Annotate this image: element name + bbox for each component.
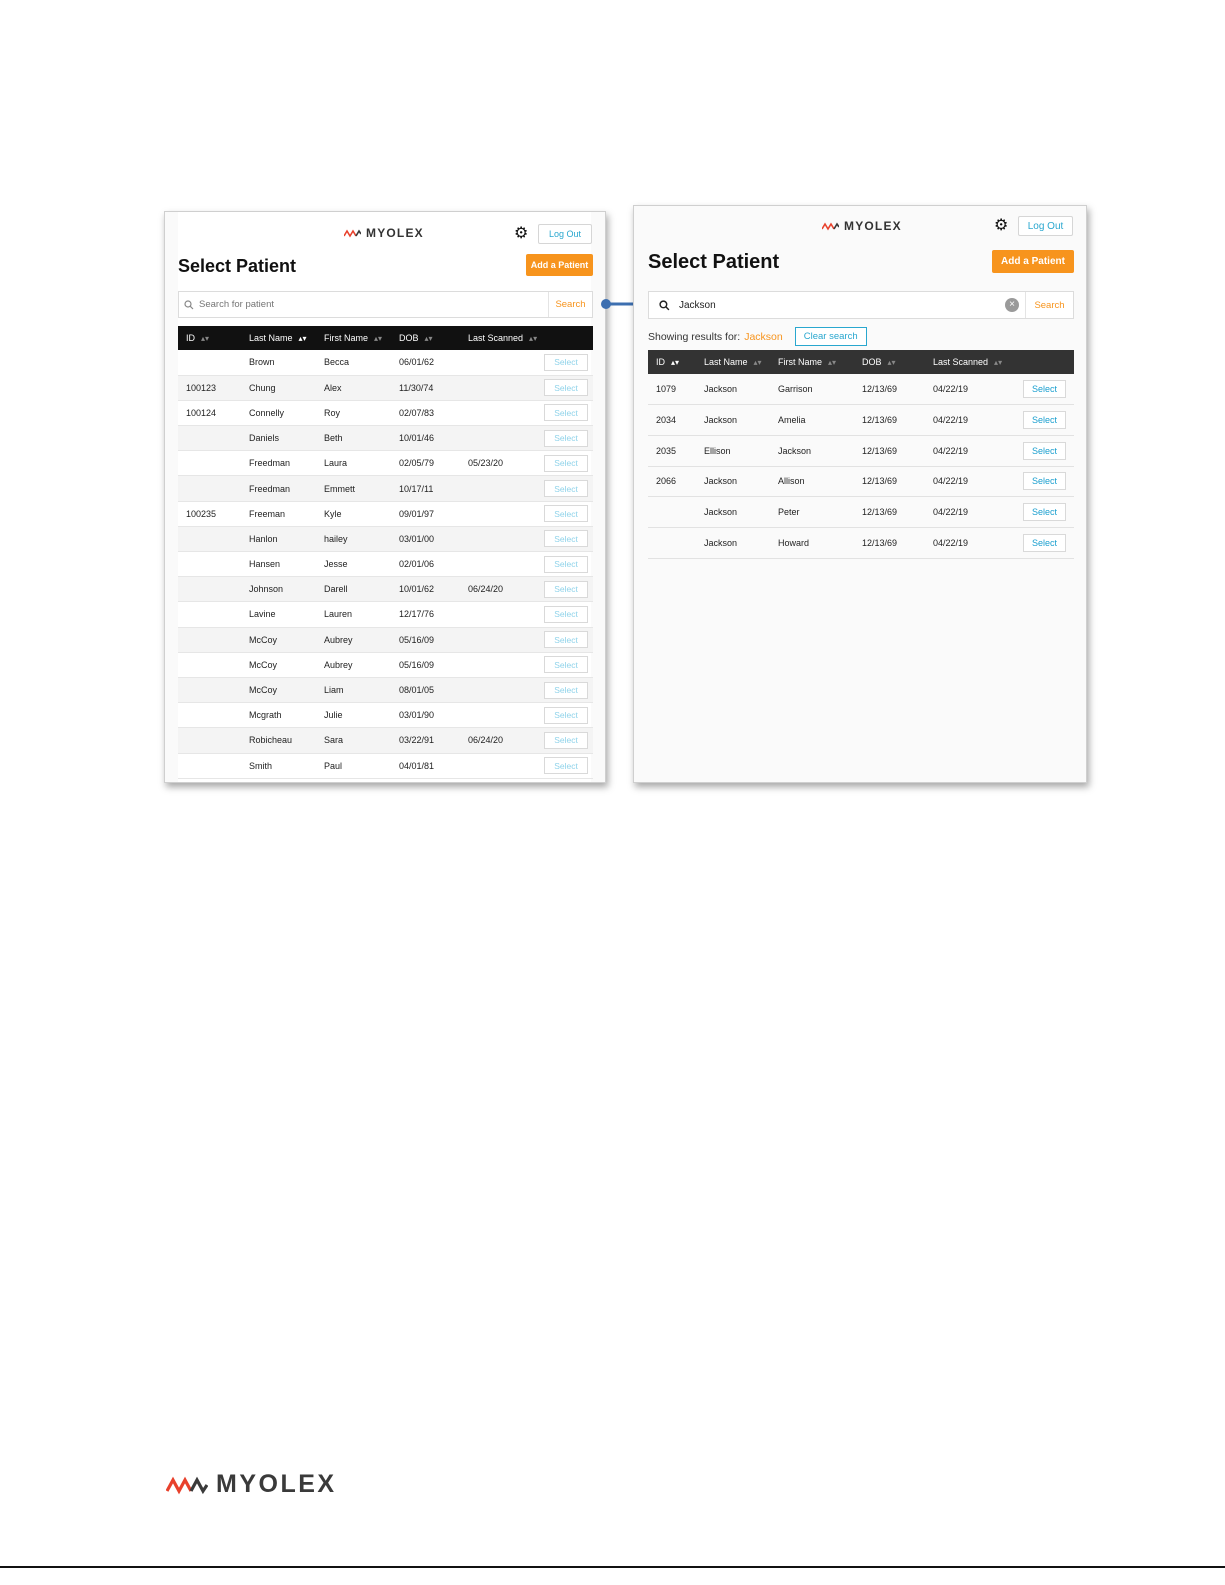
patient-id-cell: [178, 426, 241, 451]
action-cell: [536, 375, 593, 400]
first-name-cell: Sara: [316, 728, 391, 753]
last-name-cell: McCoy: [241, 677, 316, 702]
column-header[interactable]: [460, 326, 536, 350]
dob-cell: 12/13/69: [854, 497, 925, 528]
column-header[interactable]: [316, 326, 391, 350]
select-button[interactable]: Select: [544, 732, 588, 749]
column-header-label: First Name: [778, 357, 823, 367]
last-name-cell: Jackson: [696, 466, 770, 497]
action-cell: [536, 451, 593, 476]
last-scanned-cell: [460, 350, 536, 375]
sort-icon[interactable]: ▴▾: [298, 334, 307, 343]
table-row: [648, 527, 1074, 558]
top-bar: [648, 206, 1072, 248]
top-bar: [178, 212, 591, 254]
patient-table: [178, 326, 593, 779]
search-icon: [179, 300, 199, 310]
action-cell: [536, 677, 593, 702]
table-row: [178, 552, 593, 577]
clear-input-icon[interactable]: ×: [1005, 298, 1019, 312]
last-name-cell: Freedman: [241, 451, 316, 476]
select-button[interactable]: Select: [1023, 503, 1066, 521]
select-button[interactable]: Select: [544, 757, 588, 774]
dob-cell: 12/13/69: [854, 405, 925, 436]
column-header-label: Last Scanned: [933, 357, 989, 367]
column-header-label: First Name: [324, 333, 369, 343]
dob-cell: 05/16/09: [391, 627, 460, 652]
table-row: [648, 435, 1074, 466]
table-header: [178, 326, 593, 350]
search-icon: [649, 300, 679, 311]
last-name-cell: Jackson: [696, 527, 770, 558]
patient-id-cell: [178, 577, 241, 602]
select-button[interactable]: Select: [1023, 534, 1066, 552]
gear-icon[interactable]: ⚙: [994, 217, 1009, 234]
column-header-label: DOB: [862, 357, 882, 367]
patient-id-cell: [648, 497, 696, 528]
patient-id-cell: [178, 652, 241, 677]
table-row: [178, 703, 593, 728]
table-row: [648, 497, 1074, 528]
dob-cell: 10/17/11: [391, 476, 460, 501]
table-row: [178, 602, 593, 627]
last-name-cell: Jackson: [696, 374, 770, 405]
select-button[interactable]: Select: [544, 707, 588, 724]
last-scanned-cell: [460, 602, 536, 627]
last-scanned-cell: 04/22/19: [925, 466, 1007, 497]
last-scanned-cell: [460, 426, 536, 451]
search-button[interactable]: Search: [548, 292, 592, 317]
dob-cell: 02/05/79: [391, 451, 460, 476]
table-row: [648, 405, 1074, 436]
patient-id-cell: 100124: [178, 400, 241, 425]
app-panel: [178, 212, 591, 782]
patient-id-cell: [178, 476, 241, 501]
last-scanned-cell: [460, 652, 536, 677]
dob-cell: 09/01/97: [391, 501, 460, 526]
table-row: [178, 375, 593, 400]
footer-logo: [166, 1470, 337, 1499]
wave-logo-icon: [822, 222, 839, 231]
dob-cell: 06/01/62: [391, 350, 460, 375]
search-bar: [178, 291, 593, 318]
action-cell: [536, 526, 593, 551]
clear-search-button[interactable]: Clear search: [795, 327, 867, 346]
table-row: [648, 374, 1074, 405]
logout-button[interactable]: Log Out: [538, 224, 592, 244]
dob-cell: 05/16/09: [391, 652, 460, 677]
patient-id-cell: 100123: [178, 375, 241, 400]
patient-id-cell: [178, 728, 241, 753]
last-scanned-cell: [460, 526, 536, 551]
patient-id-cell: 2035: [648, 435, 696, 466]
last-scanned-cell: [460, 501, 536, 526]
last-name-cell: Ellison: [696, 435, 770, 466]
patient-id-cell: [178, 627, 241, 652]
last-scanned-cell: 04/22/19: [925, 405, 1007, 436]
select-button[interactable]: Select: [544, 682, 588, 699]
action-cell: [536, 703, 593, 728]
dob-cell: 10/01/46: [391, 426, 460, 451]
table-row: [178, 627, 593, 652]
dob-cell: 02/01/06: [391, 552, 460, 577]
dob-cell: 11/30/74: [391, 375, 460, 400]
column-header-label: DOB: [399, 333, 419, 343]
first-name-cell: Howard: [770, 527, 854, 558]
action-cell: [1007, 527, 1074, 558]
results-summary: [648, 327, 867, 346]
footer-divider: [0, 1566, 1225, 1568]
sort-icon[interactable]: ▴▾: [753, 358, 762, 367]
select-button[interactable]: Select: [544, 379, 588, 396]
add-patient-button[interactable]: Add a Patient: [526, 254, 593, 276]
action-column-header: [536, 326, 593, 350]
dob-cell: 08/01/05: [391, 677, 460, 702]
screen-initial-patient-list: [164, 211, 606, 783]
last-name-cell: Brown: [241, 350, 316, 375]
column-header-label: Last Scanned: [468, 333, 524, 343]
dob-cell: 02/07/83: [391, 400, 460, 425]
dob-cell: 03/22/91: [391, 728, 460, 753]
gear-icon[interactable]: ⚙: [514, 225, 529, 242]
select-button[interactable]: Select: [544, 606, 588, 623]
table-row: [178, 652, 593, 677]
action-cell: [536, 753, 593, 778]
brand-logo: [344, 226, 424, 240]
search-input[interactable]: [679, 300, 1005, 311]
last-name-cell: Freedman: [241, 476, 316, 501]
table-row: [178, 753, 593, 778]
first-name-cell: Laura: [316, 451, 391, 476]
patient-id-cell: 2066: [648, 466, 696, 497]
action-cell: [1007, 497, 1074, 528]
column-header[interactable]: [770, 350, 854, 374]
page-title: Select Patient: [178, 256, 297, 276]
action-cell: [1007, 466, 1074, 497]
first-name-cell: Amelia: [770, 405, 854, 436]
add-patient-button[interactable]: Add a Patient: [992, 250, 1074, 273]
first-name-cell: Julie: [316, 703, 391, 728]
screen-search-results: [633, 205, 1087, 783]
table-row: [178, 426, 593, 451]
sort-icon[interactable]: ▴▾: [671, 358, 680, 367]
last-name-cell: Johnson: [241, 577, 316, 602]
last-scanned-cell: [460, 552, 536, 577]
results-term: Jackson: [744, 330, 783, 343]
select-button[interactable]: Select: [544, 631, 588, 648]
last-scanned-cell: [460, 703, 536, 728]
column-header-label: ID: [186, 333, 195, 343]
first-name-cell: Beth: [316, 426, 391, 451]
search-bar: [648, 291, 1074, 319]
brand-name: MYOLEX: [844, 219, 902, 233]
select-button[interactable]: Select: [544, 581, 588, 598]
table-row: [648, 466, 1074, 497]
sort-icon[interactable]: ▴▾: [887, 358, 896, 367]
dob-cell: 10/01/62: [391, 577, 460, 602]
patient-table: [648, 350, 1074, 559]
column-header[interactable]: [391, 326, 460, 350]
last-scanned-cell: [460, 476, 536, 501]
select-button[interactable]: Select: [1023, 442, 1066, 460]
last-name-cell: Connelly: [241, 400, 316, 425]
first-name-cell: Darell: [316, 577, 391, 602]
sort-icon[interactable]: ▴▾: [828, 358, 837, 367]
last-name-cell: McCoy: [241, 652, 316, 677]
column-header[interactable]: [696, 350, 770, 374]
patient-id-cell: [648, 527, 696, 558]
first-name-cell: hailey: [316, 526, 391, 551]
dob-cell: 12/13/69: [854, 466, 925, 497]
sort-icon[interactable]: ▴▾: [201, 334, 210, 343]
first-name-cell: Liam: [316, 677, 391, 702]
first-name-cell: Becca: [316, 350, 391, 375]
last-scanned-cell: [460, 627, 536, 652]
sort-icon[interactable]: ▴▾: [994, 358, 1003, 367]
first-name-cell: Emmett: [316, 476, 391, 501]
last-scanned-cell: 06/24/20: [460, 728, 536, 753]
first-name-cell: Jesse: [316, 552, 391, 577]
table-row: [178, 476, 593, 501]
first-name-cell: Roy: [316, 400, 391, 425]
table-row: [178, 526, 593, 551]
results-label: Showing results for:: [648, 330, 741, 343]
patient-id-cell: 100235: [178, 501, 241, 526]
first-name-cell: Peter: [770, 497, 854, 528]
first-name-cell: Jackson: [770, 435, 854, 466]
select-button[interactable]: Select: [544, 530, 588, 547]
select-button[interactable]: Select: [544, 455, 588, 472]
first-name-cell: Aubrey: [316, 627, 391, 652]
last-scanned-cell: 04/22/19: [925, 497, 1007, 528]
search-input[interactable]: [199, 299, 548, 310]
table-header: [648, 350, 1074, 374]
action-cell: [536, 577, 593, 602]
patient-id-cell: 2034: [648, 405, 696, 436]
column-header[interactable]: [241, 326, 316, 350]
column-header[interactable]: [925, 350, 1007, 374]
last-name-cell: Mcgrath: [241, 703, 316, 728]
sort-icon[interactable]: ▴▾: [374, 334, 383, 343]
first-name-cell: Aubrey: [316, 652, 391, 677]
column-header[interactable]: [854, 350, 925, 374]
action-cell: [536, 350, 593, 375]
last-name-cell: Jackson: [696, 497, 770, 528]
select-button[interactable]: Select: [544, 556, 588, 573]
last-name-cell: McCoy: [241, 627, 316, 652]
wave-logo-icon: [166, 1475, 208, 1495]
last-scanned-cell: [460, 400, 536, 425]
last-scanned-cell: [460, 753, 536, 778]
column-header-label: Last Name: [249, 333, 293, 343]
action-cell: [536, 501, 593, 526]
last-scanned-cell: 06/24/20: [460, 577, 536, 602]
action-cell: [536, 552, 593, 577]
dob-cell: 03/01/90: [391, 703, 460, 728]
column-header-label: Last Name: [704, 357, 748, 367]
last-name-cell: Lavine: [241, 602, 316, 627]
search-button[interactable]: Search: [1025, 292, 1073, 318]
select-button[interactable]: Select: [1023, 411, 1066, 429]
select-button[interactable]: Select: [1023, 472, 1066, 490]
table-row: [178, 400, 593, 425]
app-panel: [648, 206, 1072, 782]
last-name-cell: Daniels: [241, 426, 316, 451]
action-cell: [1007, 435, 1074, 466]
select-button[interactable]: Select: [1023, 380, 1066, 398]
last-name-cell: Freeman: [241, 501, 316, 526]
action-cell: [536, 602, 593, 627]
table-row: [178, 577, 593, 602]
first-name-cell: Paul: [316, 753, 391, 778]
dob-cell: 12/17/76: [391, 602, 460, 627]
column-header-label: ID: [656, 357, 665, 367]
patient-id-cell: [178, 602, 241, 627]
last-name-cell: Jackson: [696, 405, 770, 436]
sort-icon[interactable]: ▴▾: [529, 334, 538, 343]
last-scanned-cell: 05/23/20: [460, 451, 536, 476]
select-button[interactable]: Select: [544, 404, 588, 421]
table-row: [178, 350, 593, 375]
patient-id-cell: [178, 552, 241, 577]
page-title: Select Patient: [648, 251, 780, 273]
sort-icon[interactable]: ▴▾: [424, 334, 433, 343]
first-name-cell: Garrison: [770, 374, 854, 405]
dob-cell: 04/01/81: [391, 753, 460, 778]
dob-cell: 03/01/00: [391, 526, 460, 551]
action-cell: [1007, 405, 1074, 436]
patient-id-cell: [178, 350, 241, 375]
patient-id-cell: [178, 703, 241, 728]
select-button[interactable]: Select: [544, 656, 588, 673]
patient-id-cell: [178, 677, 241, 702]
footer-brand-name: MYOLEX: [216, 1470, 337, 1498]
last-scanned-cell: 04/22/19: [925, 527, 1007, 558]
first-name-cell: Allison: [770, 466, 854, 497]
column-header[interactable]: [178, 326, 241, 350]
action-cell: [536, 400, 593, 425]
action-cell: [536, 652, 593, 677]
action-cell: [536, 476, 593, 501]
brand-logo: [822, 219, 902, 233]
column-header[interactable]: [648, 350, 696, 374]
first-name-cell: Lauren: [316, 602, 391, 627]
table-row: [178, 677, 593, 702]
logout-button[interactable]: Log Out: [1018, 216, 1073, 236]
action-column-header: [1007, 350, 1074, 374]
last-name-cell: Smith: [241, 753, 316, 778]
table-row: [178, 451, 593, 476]
select-button[interactable]: Select: [544, 505, 588, 522]
last-name-cell: Hanlon: [241, 526, 316, 551]
last-name-cell: Hansen: [241, 552, 316, 577]
last-name-cell: Chung: [241, 375, 316, 400]
first-name-cell: Kyle: [316, 501, 391, 526]
action-cell: [1007, 374, 1074, 405]
wave-logo-icon: [344, 229, 361, 238]
dob-cell: 12/13/69: [854, 374, 925, 405]
select-button[interactable]: Select: [544, 430, 588, 447]
patient-id-cell: 1079: [648, 374, 696, 405]
last-scanned-cell: [460, 677, 536, 702]
last-scanned-cell: 04/22/19: [925, 435, 1007, 466]
patient-id-cell: [178, 451, 241, 476]
select-button[interactable]: Select: [544, 480, 588, 497]
last-scanned-cell: [460, 375, 536, 400]
dob-cell: 12/13/69: [854, 435, 925, 466]
patient-id-cell: [178, 753, 241, 778]
dob-cell: 12/13/69: [854, 527, 925, 558]
last-scanned-cell: 04/22/19: [925, 374, 1007, 405]
select-button[interactable]: Select: [544, 354, 588, 371]
action-cell: [536, 627, 593, 652]
action-cell: [536, 728, 593, 753]
table-row: [178, 728, 593, 753]
last-name-cell: Robicheau: [241, 728, 316, 753]
table-row: [178, 501, 593, 526]
patient-id-cell: [178, 526, 241, 551]
action-cell: [536, 426, 593, 451]
first-name-cell: Alex: [316, 375, 391, 400]
brand-name: MYOLEX: [366, 226, 424, 240]
